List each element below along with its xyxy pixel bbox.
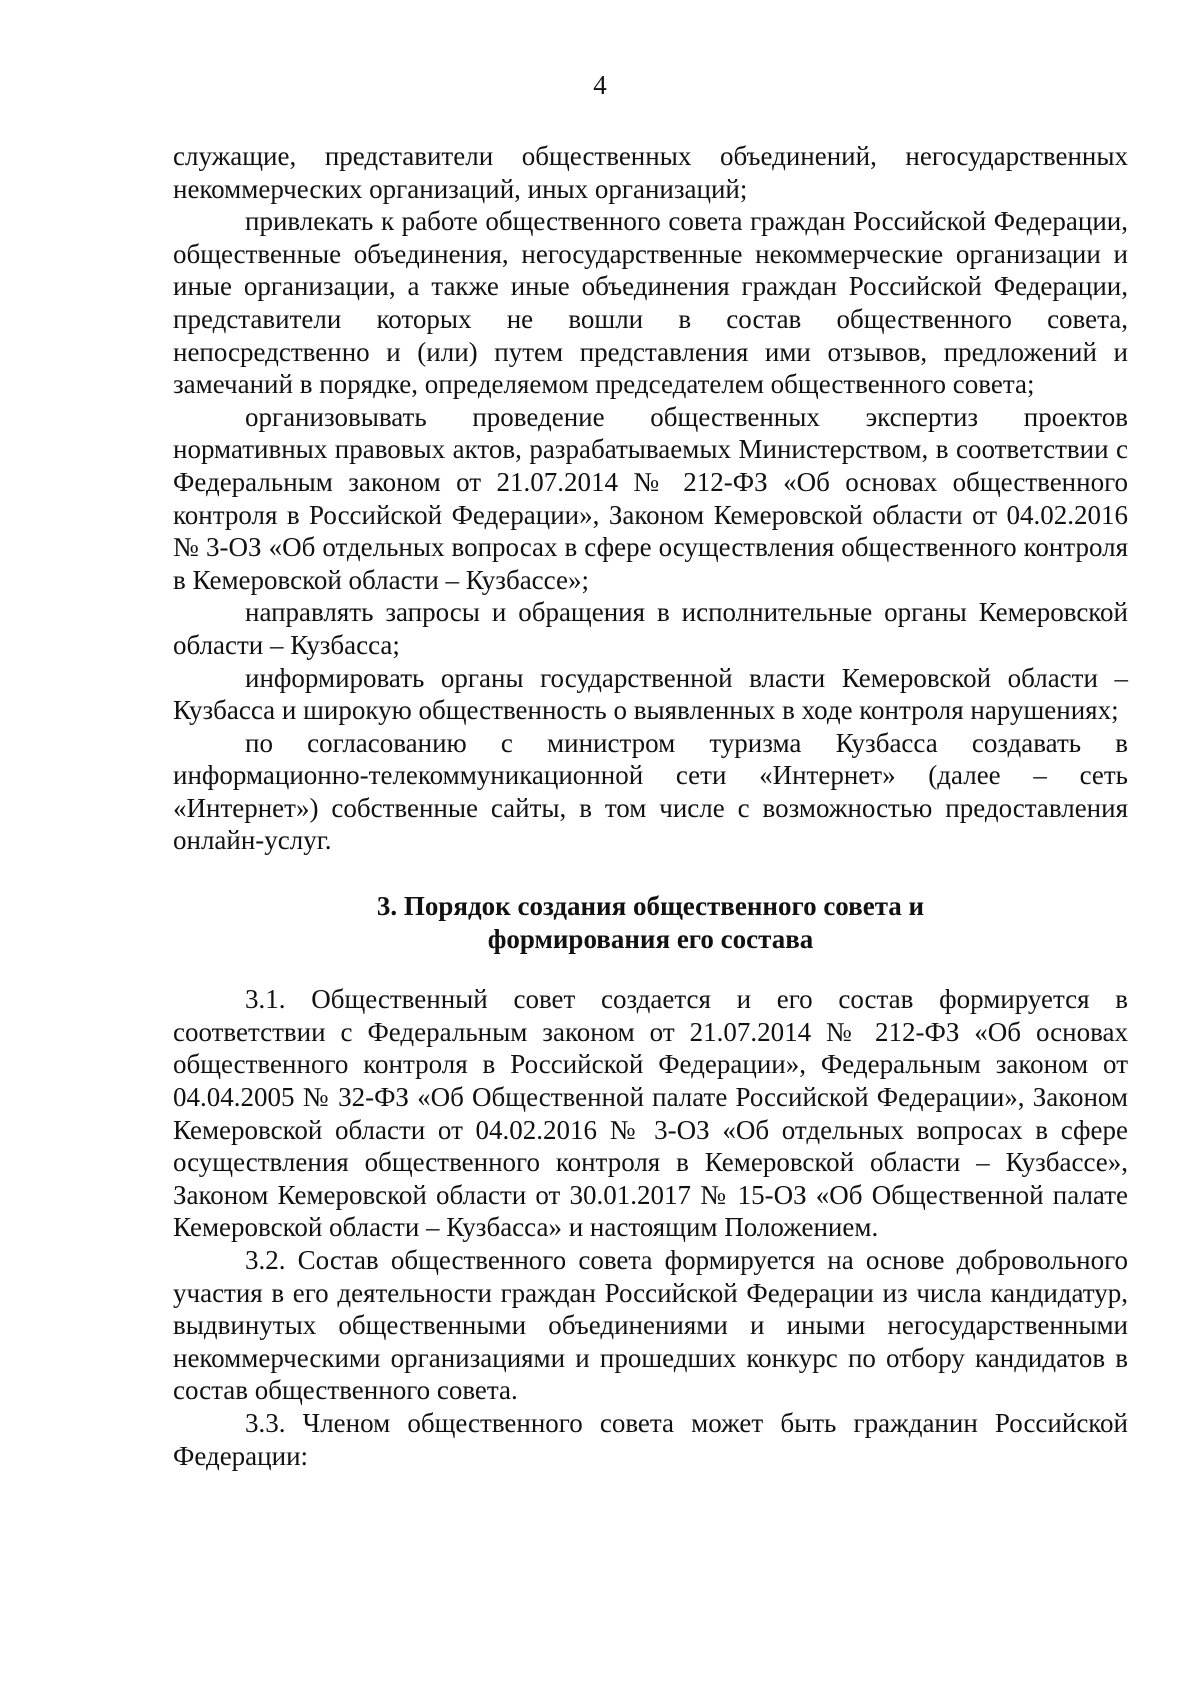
paragraph-inform-authorities: информировать органы государственной власти Кемеровской области – Кузбасса и широкую общественность о выявленных в ходе контроля нарушениях; bbox=[173, 662, 1128, 726]
section-heading-line1: 3. Порядок создания общественного совета и bbox=[376, 891, 925, 922]
document-body bbox=[173, 140, 1128, 1472]
section-heading-line2: формирования его состава bbox=[487, 923, 814, 954]
paragraph-create-websites: по согласованию с министром туризма Кузбасса создавать в информационно-телекоммуникационной сети «Интернет» (далее – сеть «Интернет») собственные сайты, в том числе с возможностью предоставления онлайн-услуг. bbox=[173, 727, 1128, 856]
paragraph-3-3: 3.3. Членом общественного совета может быть гражданин Российской Федерации: bbox=[173, 1407, 1128, 1471]
paragraph-3-2: 3.2. Состав общественного совета формируется на основе добровольного участия в его деятельности граждан Российской Федерации из числа кандидатур, выдвинутых общественными объединениями и иными негосударственными некоммерческими организациями и прошедших конкурс по отбору кандидатов в состав общественного совета. bbox=[173, 1245, 1128, 1406]
section-heading bbox=[173, 890, 1128, 955]
paragraph-send-requests: направлять запросы и обращения в исполнительные органы Кемеровской области – Кузбасса; bbox=[173, 597, 1128, 660]
page-number: 4 bbox=[593, 70, 607, 100]
paragraph-continuation: служащие, представители общественных объединений, негосударственных некоммерческих организаций, иных организаций; bbox=[173, 141, 1128, 204]
paragraph-attract-citizens: привлекать к работе общественного совета граждан Российской Федерации, общественные объединения, негосударственные некоммерческие организации и иные организации, а также иные объединения граждан Российской Федерации, представители которых не вошли в состав общественного совета, непосредственно и (или) путем представления ими отзывов, предложений и замечаний в порядке, определяемом председателем общественного совета; bbox=[173, 206, 1128, 400]
paragraph-3-1: 3.1. Общественный совет создается и его состав формируется в соответствии с Федеральным законом от 21.07.2014 № 212-ФЗ «Об основах общественного контроля в Российской Федерации», Федеральным законом от 04.04.2005 № 32-ФЗ «Об Общественной палате Российской Федерации», Законом Кемеровской области от 04.02.2016 № 3-ОЗ «Об отдельных вопросах в сфере осуществления общественного контроля в Кемеровской области – Кузбассе», Законом Кемеровской области от 30.01.2017 № 15-ОЗ «Об Общественной палате Кемеровской области – Кузбасса» и настоящим Положением. bbox=[173, 984, 1128, 1243]
paragraph-organize-expertise: организовывать проведение общественных экспертиз проектов нормативных правовых актов, разрабатываемых Министерством, в соответствии с Федеральным законом от 21.07.2014 № 212-ФЗ «Об основах общественного контроля в Российской Федерации», Законом Кемеровской области от 04.02.2016 № 3-ОЗ «Об отдельных вопросах в сфере осуществления общественного контроля в Кемеровской области – Кузбассе»; bbox=[173, 401, 1128, 595]
